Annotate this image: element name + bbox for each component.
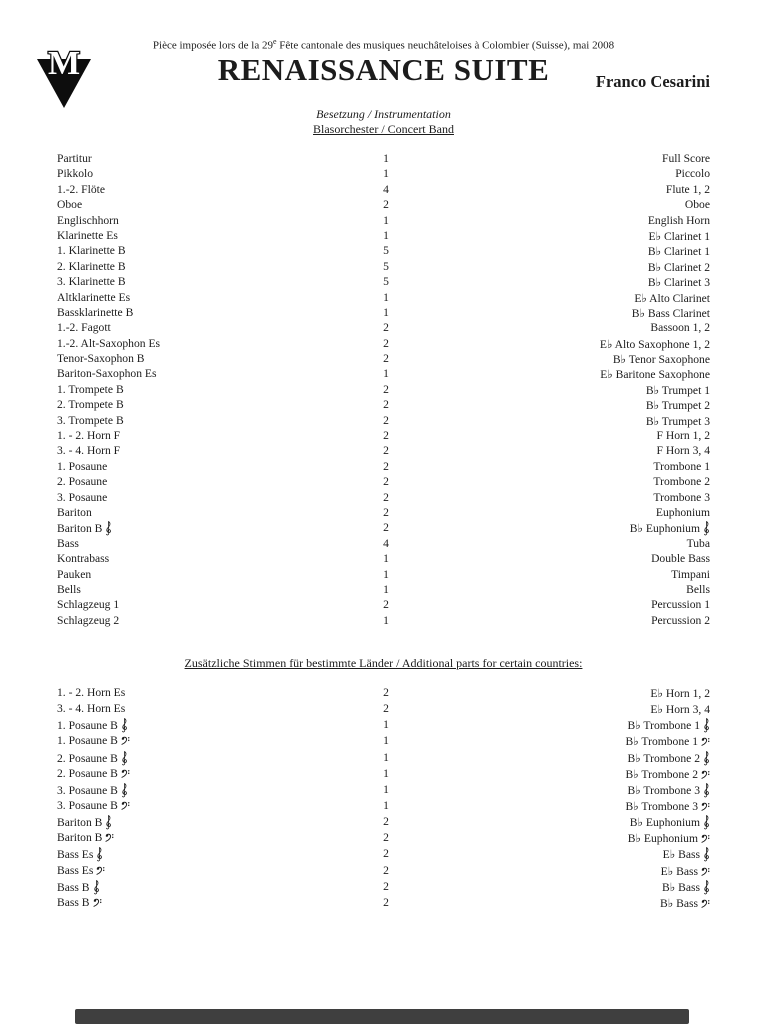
instrument-name-de: Klarinette Es (57, 228, 118, 242)
instrument-name-en: B♭ Trumpet 3 (645, 414, 710, 428)
bass-clef-icon (121, 736, 130, 745)
instrument-row (57, 152, 710, 167)
bass-clef-icon (701, 899, 710, 908)
bass-clef-icon (105, 833, 114, 842)
instrument-name-de: Bass Es (57, 847, 103, 862)
instrument-row (57, 260, 710, 275)
instrument-row (57, 847, 710, 863)
bass-clef-icon (701, 802, 710, 811)
instrument-name-en: B♭ Tenor Saxophone (612, 353, 710, 367)
instrument-name-en: Trombone 1 (653, 459, 710, 473)
instrument-name-de: 1. - 2. Horn F (57, 429, 121, 443)
treble-clef-icon (121, 783, 128, 798)
instrument-name-en: Timpani (671, 567, 710, 581)
quantity: 2 (383, 382, 389, 396)
instrument-name-en: B♭ Clarinet 2 (647, 260, 710, 274)
instrument-name-en: E♭ Baritone Saxophone (600, 368, 710, 382)
instrument-name-en: B♭ Bass Clarinet (631, 306, 710, 320)
quantity: 2 (383, 879, 389, 893)
instrument-row (57, 896, 710, 912)
instrument-name-en: B♭ Clarinet 3 (647, 276, 710, 290)
quantity: 1 (383, 290, 389, 304)
bass-clef-icon (701, 834, 710, 843)
quantity: 2 (383, 321, 389, 335)
quantity: 1 (383, 367, 389, 381)
quantity: 1 (383, 213, 389, 227)
bass-clef-icon (93, 898, 102, 907)
quantity: 1 (383, 305, 389, 319)
instrument-row (57, 460, 710, 475)
quantity: 1 (383, 567, 389, 581)
treble-clef-icon (121, 751, 128, 766)
quantity: 2 (383, 863, 389, 877)
instrument-row (57, 244, 710, 259)
treble-clef-icon (703, 718, 710, 733)
quantity: 1 (383, 582, 389, 596)
bass-clef-icon (96, 866, 105, 875)
instrument-row (57, 880, 710, 896)
instrument-row (57, 337, 710, 352)
instrument-row (57, 383, 710, 398)
instrument-name-en: F Horn 1, 2 (656, 429, 710, 443)
instrument-row (57, 767, 710, 783)
instrument-row (57, 506, 710, 521)
instrument-row (57, 291, 710, 306)
instrument-name-en: E♭ Clarinet 1 (648, 229, 710, 243)
instrument-name-en: F Horn 3, 4 (656, 444, 710, 458)
instrument-name-en: Oboe (684, 198, 710, 212)
instrument-name-de: Bass (57, 536, 79, 550)
instrument-row (57, 167, 710, 182)
instrument-row (57, 537, 710, 552)
instrument-name-de: 3. - 4. Horn F (57, 444, 121, 458)
quantity: 2 (383, 475, 389, 489)
quantity: 2 (383, 521, 389, 535)
instrument-name-de: 3. Trompete B (57, 413, 124, 427)
instrument-name-de: 1. Posaune B (57, 734, 130, 747)
treble-clef-icon (703, 815, 710, 830)
instrument-name-en: B♭ Trombone 2 (628, 751, 710, 766)
quantity: 2 (383, 847, 389, 861)
instrument-row (57, 734, 710, 750)
instrument-name-de: Bariton B (57, 815, 112, 830)
instrument-name-en: Double Bass (651, 552, 710, 566)
instrument-row (57, 815, 710, 831)
instrument-name-en: E♭ Alto Saxophone 1, 2 (599, 337, 710, 351)
subtitle-instrumentation: Besetzung / Instrumentation (316, 107, 451, 121)
instrument-row (57, 475, 710, 490)
instrument-name-en: B♭ Euphonium (630, 815, 710, 830)
header-note-superscript: e (272, 37, 277, 46)
quantity: 1 (383, 552, 389, 566)
instrument-name-en: Trombone 2 (653, 475, 710, 489)
quantity: 2 (383, 815, 389, 829)
instrument-name-de: 2. Posaune B (57, 767, 130, 780)
instrument-row (57, 686, 710, 702)
instrument-name-de: Bass B (57, 880, 100, 895)
quantity: 1 (383, 766, 389, 780)
instrument-name-de: 1. Posaune (57, 459, 108, 473)
instrument-name-de: 1.-2. Fagott (57, 321, 111, 335)
instrument-name-en: E♭ Bass (663, 847, 710, 862)
instrument-name-de: Pauken (57, 567, 92, 581)
instrument-row (57, 306, 710, 321)
bass-clef-icon (701, 737, 710, 746)
instrument-row (57, 429, 710, 444)
instrument-row (57, 583, 710, 598)
instrument-name-de: Bariton (57, 505, 92, 519)
quantity: 2 (383, 429, 389, 443)
instrument-name-en: Trombone 3 (653, 490, 710, 504)
instrument-name-en: B♭ Euphonium (628, 831, 710, 845)
instrument-name-en: B♭ Bass (660, 896, 710, 910)
instrument-row (57, 831, 710, 847)
header-note-text-cont: Fête cantonale des musiques neuchâteloises à Colombier (Suisse), mai 2008 (276, 39, 615, 52)
quantity: 1 (383, 718, 389, 732)
instrument-row (57, 321, 710, 336)
instrument-name-de: 1. Trompete B (57, 382, 124, 396)
instrument-row (57, 183, 710, 198)
instrument-row (57, 799, 710, 815)
instrument-name-en: Tuba (686, 536, 710, 550)
instrument-name-de: Bells (57, 582, 81, 596)
instrument-name-en: Bells (686, 582, 710, 596)
instrument-row (57, 552, 710, 567)
instrument-row (57, 444, 710, 459)
instrument-table-main (57, 152, 710, 629)
logo-letter: M (47, 45, 81, 82)
instrument-name-en: B♭ Bass (662, 880, 710, 895)
instrument-row (57, 568, 710, 583)
instrument-name-de: Bassklarinette B (57, 305, 134, 319)
bass-clef-icon (121, 801, 130, 810)
bass-clef-icon (121, 769, 130, 778)
instrument-name-en: Flute 1, 2 (665, 182, 710, 196)
instrument-row (57, 751, 710, 767)
instrument-name-en: Percussion 1 (651, 598, 710, 612)
instrument-name-de: Partitur (57, 152, 92, 165)
instrument-name-en: E♭ Alto Clarinet (634, 291, 710, 305)
instrument-name-de: 1. Posaune B (57, 718, 128, 733)
instrument-row (57, 229, 710, 244)
instrument-name-de: 3. Klarinette B (57, 275, 126, 289)
instrument-name-de: 2. Klarinette B (57, 259, 126, 273)
instrument-name-en: B♭ Euphonium (630, 521, 710, 536)
additional-parts-heading: Zusätzliche Stimmen für bestimmte Länder / Additional parts for certain countries: (184, 656, 583, 670)
treble-clef-icon (121, 718, 128, 733)
quantity: 1 (383, 734, 389, 748)
treble-clef-icon (703, 783, 710, 798)
instrument-name-en: English Horn (647, 213, 710, 227)
instrument-row (57, 864, 710, 880)
quantity: 2 (383, 702, 389, 716)
treble-clef-icon (105, 521, 112, 536)
instrument-row (57, 352, 710, 367)
instrument-name-de: Bariton B (57, 521, 112, 536)
instrument-name-en: B♭ Trombone 1 (626, 734, 710, 748)
instrument-row (57, 598, 710, 613)
instrument-row (57, 414, 710, 429)
instrument-name-de: Oboe (57, 198, 83, 212)
quantity: 1 (383, 228, 389, 242)
quantity: 2 (383, 444, 389, 458)
instrument-name-en: B♭ Trombone 1 (628, 718, 710, 733)
bass-clef-icon (701, 867, 710, 876)
quantity: 4 (383, 182, 389, 196)
quantity: 1 (383, 750, 389, 764)
instrument-row (57, 521, 710, 536)
instrument-name-de: Bass B (57, 896, 102, 909)
instrument-name-en: B♭ Trombone 3 (628, 783, 710, 798)
quantity: 2 (383, 598, 389, 612)
instrument-name-en: Piccolo (675, 167, 710, 181)
page-title: RENAISSANCE SUITE (217, 52, 550, 87)
quantity: 2 (383, 505, 389, 519)
quantity: 1 (383, 152, 389, 165)
instrument-name-en: B♭ Trumpet 1 (645, 383, 710, 397)
instrument-row (57, 275, 710, 290)
treble-clef-icon (703, 847, 710, 862)
instrument-name-de: Bariton B (57, 831, 114, 844)
instrument-row (57, 718, 710, 734)
instrument-table-additional (57, 686, 710, 912)
quantity: 2 (383, 198, 389, 212)
quantity: 2 (383, 686, 389, 699)
instrument-row (57, 491, 710, 506)
quantity: 1 (383, 782, 389, 796)
treble-clef-icon (703, 521, 710, 536)
instrument-row (57, 702, 710, 718)
instrument-name-de: 2. Trompete B (57, 398, 124, 412)
quantity: 2 (383, 413, 389, 427)
quantity: 1 (383, 167, 389, 181)
bottom-bar (75, 1009, 689, 1024)
quantity: 1 (383, 613, 389, 627)
instrument-name-en: B♭ Trombone 3 (626, 799, 710, 813)
instrument-name-de: 3. Posaune (57, 490, 108, 504)
instrument-name-de: 3. Posaune B (57, 783, 128, 798)
instrument-name-en: B♭ Clarinet 1 (647, 245, 710, 259)
quantity: 5 (383, 244, 389, 258)
instrument-name-de: Bass Es (57, 864, 105, 877)
instrument-row (57, 614, 710, 629)
instrument-name-en: Percussion 2 (651, 613, 710, 627)
treble-clef-icon (105, 815, 112, 830)
instrument-name-de: Bariton-Saxophon Es (57, 367, 157, 381)
instrument-name-de: 3. - 4. Horn Es (57, 702, 126, 716)
instrument-name-de: 2. Posaune B (57, 751, 128, 766)
instrument-name-de: 1.-2. Flöte (57, 182, 105, 196)
instrument-row (57, 214, 710, 229)
treble-clef-icon (93, 880, 100, 895)
instrument-row (57, 783, 710, 799)
instrument-name-en: Bassoon 1, 2 (650, 321, 710, 335)
instrument-row (57, 198, 710, 213)
header-note-text: Pièce imposée lors de la 29 (152, 39, 273, 52)
quantity: 2 (383, 895, 389, 909)
treble-clef-icon (703, 880, 710, 895)
bass-clef-icon (701, 770, 710, 779)
treble-clef-icon (96, 847, 103, 862)
instrument-name-de: 3. Posaune B (57, 799, 130, 812)
quantity: 2 (383, 336, 389, 350)
quantity: 1 (383, 798, 389, 812)
instrument-name-de: Kontrabass (57, 552, 110, 566)
instrument-name-de: 1. Klarinette B (57, 244, 126, 258)
quantity: 2 (383, 831, 389, 845)
instrument-name-de: 1.-2. Alt-Saxophon Es (57, 336, 161, 350)
instrument-name-en: Full Score (662, 152, 710, 165)
instrument-row (57, 367, 710, 382)
quantity: 2 (383, 398, 389, 412)
quantity: 2 (383, 352, 389, 366)
instrument-name-en: E♭ Bass (661, 864, 710, 878)
instrument-row (57, 398, 710, 413)
instrument-name-de: Schlagzeug 1 (57, 598, 120, 612)
instrument-name-de: Englischhorn (57, 213, 119, 227)
instrument-name-de: Altklarinette Es (57, 290, 131, 304)
instrument-name-de: 2. Posaune (57, 475, 108, 489)
quantity: 5 (383, 275, 389, 289)
quantity: 4 (383, 536, 389, 550)
instrument-name-en: Euphonium (655, 505, 710, 519)
composer-name: Franco Cesarini (595, 72, 710, 91)
subtitle-concert-band: Blasorchester / Concert Band (313, 122, 454, 136)
quantity: 5 (383, 259, 389, 273)
instrument-name-de: Tenor-Saxophon B (57, 352, 145, 366)
quantity: 2 (383, 490, 389, 504)
header-note (57, 37, 710, 52)
instrument-name-en: E♭ Horn 1, 2 (650, 687, 710, 700)
instrument-name-en: E♭ Horn 3, 4 (650, 703, 710, 717)
instrument-name-en: B♭ Trombone 2 (626, 767, 710, 781)
instrument-name-de: 1. - 2. Horn Es (57, 686, 126, 699)
instrument-name-de: Schlagzeug 2 (57, 613, 120, 627)
instrument-name-de: Pikkolo (57, 167, 94, 181)
treble-clef-icon (703, 751, 710, 766)
instrument-name-en: B♭ Trumpet 2 (645, 399, 710, 413)
quantity: 2 (383, 459, 389, 473)
